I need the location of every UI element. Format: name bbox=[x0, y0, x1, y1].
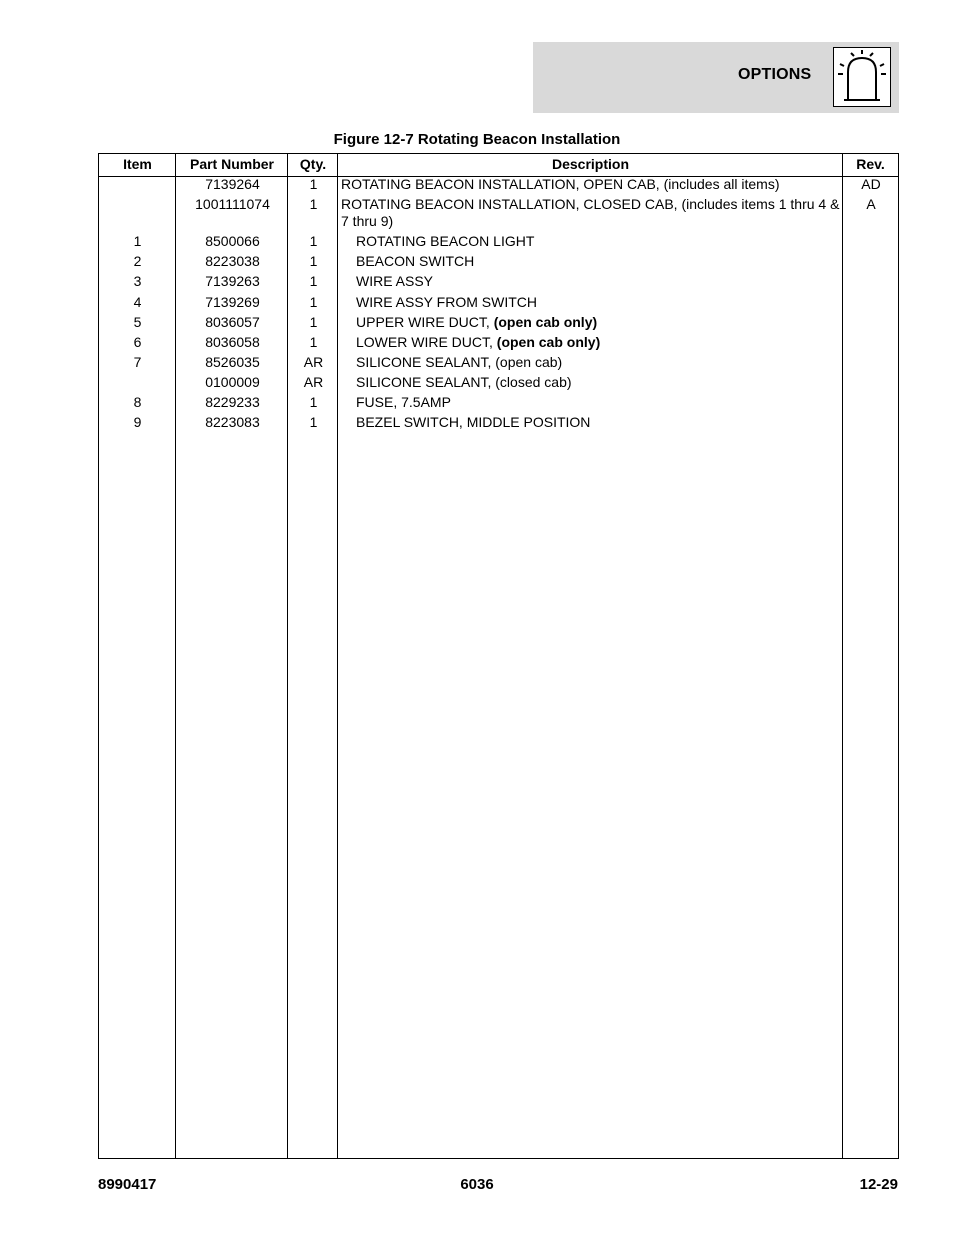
part-number-cell: 7139269 bbox=[205, 294, 260, 310]
description-text: LOWER WIRE DUCT, bbox=[356, 334, 497, 350]
item-cell: 4 bbox=[133, 294, 142, 310]
description-text: ROTATING BEACON INSTALLATION, CLOSED CAB, (includes items 1 thru 4 & 7 thru 9) bbox=[341, 196, 840, 229]
qty-cell: 1 bbox=[309, 314, 318, 330]
rotating-beacon-icon bbox=[833, 47, 891, 107]
description-note: (open cab only) bbox=[496, 334, 601, 350]
qty-cell: 1 bbox=[309, 196, 318, 212]
column-header-description: Description bbox=[551, 156, 629, 172]
description-cell bbox=[356, 354, 841, 371]
part-number-cell: 8526035 bbox=[205, 354, 260, 370]
qty-cell: 1 bbox=[309, 294, 318, 310]
qty-cell: 1 bbox=[309, 273, 318, 289]
section-title: OPTIONS bbox=[738, 66, 812, 83]
description-text: SILICONE SEALANT, (closed cab) bbox=[356, 374, 572, 390]
part-number-cell: 0100009 bbox=[205, 374, 260, 390]
item-cell: 5 bbox=[133, 314, 142, 330]
qty-cell: 1 bbox=[309, 414, 318, 430]
description-cell bbox=[356, 334, 841, 351]
item-cell: 9 bbox=[133, 414, 142, 430]
description-text: BEZEL SWITCH, MIDDLE POSITION bbox=[356, 414, 591, 430]
part-number-cell: 8036057 bbox=[205, 314, 260, 330]
description-text: WIRE ASSY bbox=[356, 273, 434, 289]
qty-cell: 1 bbox=[309, 176, 318, 192]
part-number-cell: 8223038 bbox=[205, 253, 260, 269]
description-cell bbox=[356, 374, 841, 391]
description-cell bbox=[356, 233, 841, 250]
part-number-cell: 8229233 bbox=[205, 394, 260, 410]
description-text: WIRE ASSY FROM SWITCH bbox=[356, 294, 537, 310]
parts-table bbox=[98, 153, 899, 1159]
qty-cell: AR bbox=[303, 374, 324, 390]
description-text: SILICONE SEALANT, (open cab) bbox=[356, 354, 563, 370]
item-cell: 7 bbox=[133, 354, 142, 370]
description-cell bbox=[356, 273, 841, 290]
rev-cell: AD bbox=[861, 176, 881, 192]
qty-cell: AR bbox=[303, 354, 324, 370]
description-note: (open cab only) bbox=[493, 314, 598, 330]
figure-title: Figure 12-7 Rotating Beacon Installation bbox=[333, 131, 621, 148]
item-cell: 2 bbox=[133, 253, 142, 269]
description-cell bbox=[356, 253, 841, 270]
column-header-part-number: Part Number bbox=[189, 156, 275, 172]
description-text: FUSE, 7.5AMP bbox=[356, 394, 451, 410]
column-divider bbox=[842, 154, 843, 1158]
part-number-cell: 8500066 bbox=[205, 233, 260, 249]
qty-cell: 1 bbox=[309, 334, 318, 350]
item-cell: 8 bbox=[133, 394, 142, 410]
column-header-item: Item bbox=[123, 156, 152, 172]
part-number-cell: 8036058 bbox=[205, 334, 260, 350]
description-cell bbox=[356, 314, 841, 331]
column-header-qty: Qty. bbox=[299, 156, 327, 172]
part-number-cell: 7139263 bbox=[205, 273, 260, 289]
rev-cell: A bbox=[866, 196, 876, 212]
description-text: BEACON SWITCH bbox=[356, 253, 475, 269]
part-number-cell: 7139264 bbox=[205, 176, 260, 192]
description-cell bbox=[356, 394, 841, 411]
qty-cell: 1 bbox=[309, 253, 318, 269]
description-cell bbox=[356, 414, 841, 431]
part-number-cell: 1001111074 bbox=[195, 196, 270, 212]
qty-cell: 1 bbox=[309, 233, 318, 249]
description-text: UPPER WIRE DUCT, bbox=[356, 314, 494, 330]
description-text: ROTATING BEACON INSTALLATION, OPEN CAB, (includes all items) bbox=[341, 176, 780, 192]
item-cell: 1 bbox=[133, 233, 142, 249]
item-cell: 3 bbox=[133, 273, 142, 289]
description-cell bbox=[341, 176, 841, 193]
footer-manual-number: 8990417 bbox=[98, 1176, 157, 1193]
item-cell: 6 bbox=[133, 334, 142, 350]
description-cell bbox=[356, 294, 841, 311]
footer-model: 6036 bbox=[460, 1176, 494, 1193]
description-cell bbox=[341, 196, 841, 230]
column-header-rev: Rev. bbox=[856, 156, 885, 172]
part-number-cell: 8223083 bbox=[205, 414, 260, 430]
qty-cell: 1 bbox=[309, 394, 318, 410]
description-text: ROTATING BEACON LIGHT bbox=[356, 233, 535, 249]
footer-page-number: 12-29 bbox=[859, 1176, 898, 1193]
